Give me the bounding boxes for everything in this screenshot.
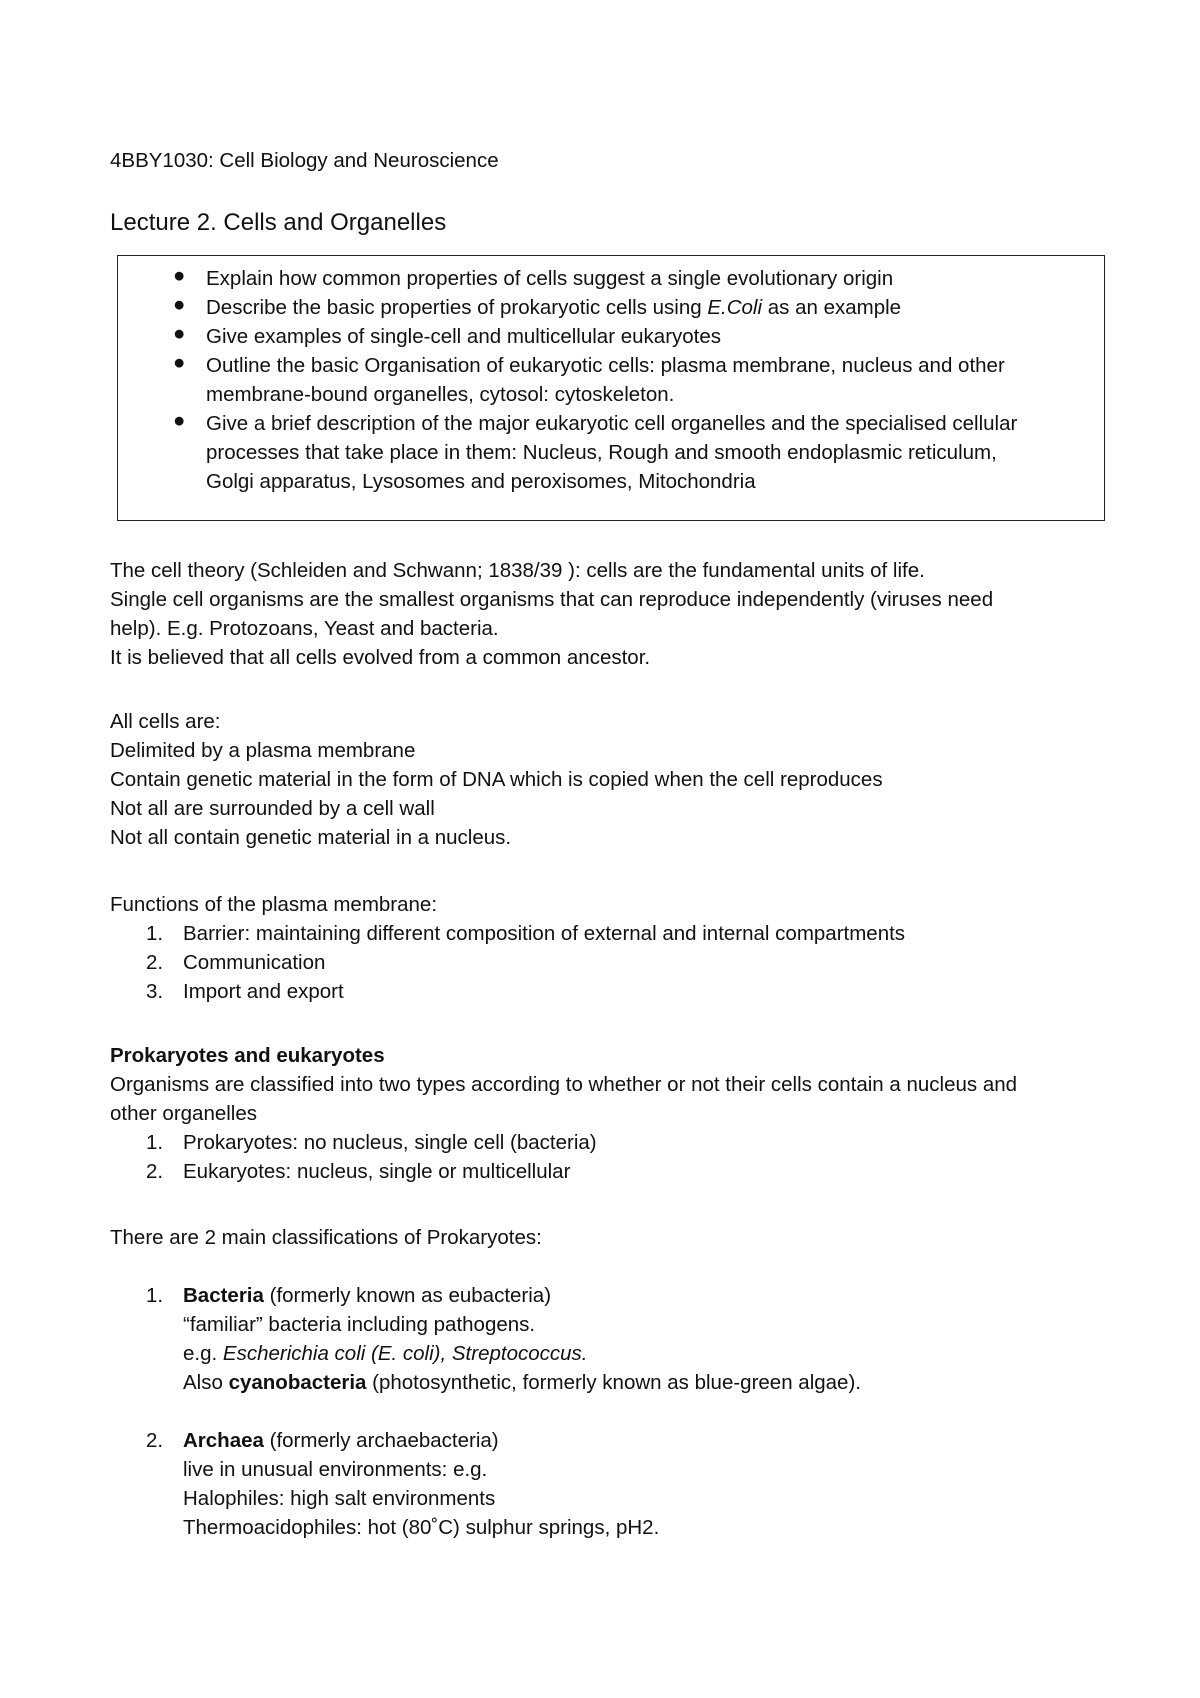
functions-list [110, 919, 905, 1006]
classification-bacteria: 1. Bacteria (formerly known as eubacteria) “familiar” bacteria including pathogens. e.g. Escherichia coli (E. coli), Streptococcus. Also cyanobacteria (photosynthetic, formerly known as blue-green algae). [146, 1284, 861, 1394]
prokaryotes-eukaryotes-section: Prokaryotes and eukaryotes Organisms are classified into two types according to whether or not their cells contain a nucleus and other organelles 1. Prokaryotes: no nucleus, single cell (bacteria) 2. Eukaryotes: nucleus, single or multicellular [110, 1041, 1017, 1186]
list-item: 2. Communication [146, 951, 326, 974]
section-heading: Prokaryotes and eukaryotes [110, 1044, 385, 1067]
objective-item: ● Explain how common properties of cells suggest a single evolutionary origin [173, 264, 894, 290]
section-heading: Functions of the plasma membrane: [110, 893, 438, 916]
objectives-list [118, 264, 1086, 496]
objective-item: ● Describe the basic properties of prokaryotic cells using E.Coli as an example [173, 293, 902, 319]
learning-objectives-box [117, 255, 1105, 521]
functions-section [110, 890, 905, 1006]
list-item: 3. Import and export [146, 980, 344, 1003]
lecture-title: Lecture 2. Cells and Organelles [110, 209, 447, 236]
section-heading: All cells are: [110, 710, 221, 733]
objective-item: ● Give a brief description of the major eukaryotic cell organelles and the specialised cellular processes that take place in them: Nucleus, Rough and smooth endoplasmic reticulum, Golgi apparatus, Lysosomes and peroxisomes, Mitochondria [173, 409, 1018, 493]
bullet-icon: ● [173, 351, 186, 374]
section-heading: There are 2 main classifications of Prokaryotes: [110, 1226, 542, 1249]
classifications-section [110, 1223, 861, 1542]
course-title: 4BBY1030: Cell Biology and Neuroscience [110, 149, 499, 172]
intro-paragraph: The cell theory (Schleiden and Schwann; 1838/39 ): cells are the fundamental units of life. Single cell organisms are the smallest organisms that can reproduce independently (viruses need help). E.g. Protozoans, Yeast and bacteria. It is believed that all cells evolved from a common ancestor. [110, 559, 994, 669]
bullet-icon: ● [173, 409, 186, 432]
organism-types-list [110, 1128, 1017, 1186]
objective-item: ● Outline the basic Organisation of eukaryotic cells: plasma membrane, nucleus and other membrane-bound organelles, cytosol: cytoskeleton. [173, 351, 1005, 406]
all-cells-section: All cells are: Delimited by a plasma membrane Contain genetic material in the form of DNA which is copied when the cell reproduces Not all are surrounded by a cell wall Not all contain genetic material in a nucleus. [110, 707, 883, 852]
objective-item: ● Give examples of single-cell and multicellular eukaryotes [173, 322, 722, 348]
bullet-icon: ● [173, 322, 186, 345]
list-item: 1. Prokaryotes: no nucleus, single cell (bacteria) [146, 1131, 597, 1154]
bullet-icon: ● [173, 264, 186, 287]
bullet-icon: ● [173, 293, 186, 316]
classification-archaea: 2. Archaea (formerly archaebacteria) live in unusual environments: e.g. Halophiles: high salt environments Thermoacidophiles: hot (80˚C) sulphur springs, pH2. [146, 1429, 660, 1539]
list-item: 2. Eukaryotes: nucleus, single or multicellular [146, 1160, 571, 1183]
list-item: 1. Barrier: maintaining different composition of external and internal compartments [146, 922, 906, 945]
